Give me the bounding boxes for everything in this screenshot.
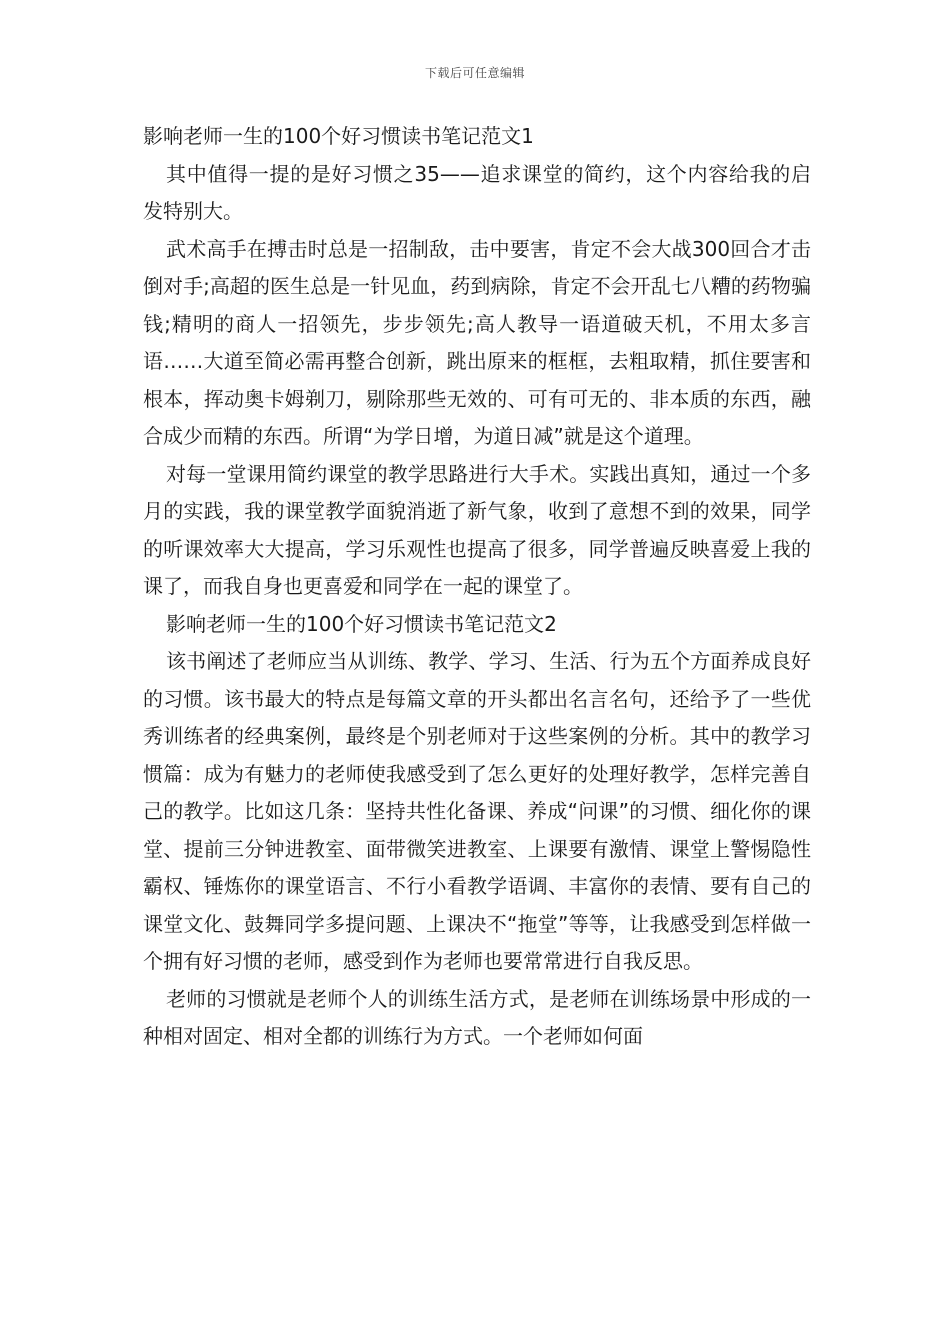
paragraph: 对每一堂课用简约课堂的教学思路进行大手术。实践出真知，通过一个多月的实践，我的课堂教学面貌消逝了新气象，收到了意想不到的效果，同学的听课效率大大提高，学习乐观性也提高了很多，同学普遍反映喜爱上我的课了，而我自身也更喜爱和同学在一起的课堂了。 [143,461,811,598]
document-body [143,118,811,1056]
paragraph: 其中值得一提的是好习惯之35——追求课堂的简约，这个内容给我的启发特别大。 [143,161,811,223]
section-title-2: 影响老师一生的100个好习惯读书笔记范文2 [166,611,557,636]
paragraph: 老师的习惯就是老师个人的训练生活方式，是老师在训练场景中形成的一种相对固定、相对全都的训练行为方式。一个老师如何面 [143,986,811,1048]
paragraph: 该书阐述了老师应当从训练、教学、学习、生活、行为五个方面养成良好的习惯。该书最大的特点是每篇文章的开头都出名言名句，还给予了一些优秀训练者的经典案例，最终是个别老师对于这些案例的分析。其中的教学习惯篇：成为有魅力的老师使我感受到了怎么更好的处理好教学，怎样完善自己的教学。比如这几条：坚持共性化备课、养成“问课”的习惯、细化你的课堂、提前三分钟进教室、面带微笑进教室、上课要有激情、课堂上警惕隐性霸权、锤炼你的课堂语言、不行小看教学语调、丰富你的表情、要有自己的课堂文化、鼓舞同学多提问题、上课决不“拖堂”等等，让我感受到怎样做一个拥有好习惯的老师，感受到作为老师也要常常进行自我反思。 [143,649,811,973]
section-title-1: 影响老师一生的100个好习惯读书笔记范文1 [143,124,534,148]
paragraph: 武术高手在搏击时总是一招制敌，击中要害，肯定不会大战300回合才击倒对手;高超的医生总是一针见血，药到病除，肯定不会开乱七八糟的药物骗钱;精明的商人一招领先，步步领先;高人教导一语道破天机，不用太多言语……大道至简必需再整合创新，跳出原来的框框，去粗取精，抓住要害和根本，挥动奥卡姆剃刀，剔除那些无效的、可有可无的、非本质的东西，融合成少而精的东西。所谓“为学日增，为道日减”就是这个道理。 [143,236,811,448]
page-header: 下载后可任意编辑 [424,66,525,80]
